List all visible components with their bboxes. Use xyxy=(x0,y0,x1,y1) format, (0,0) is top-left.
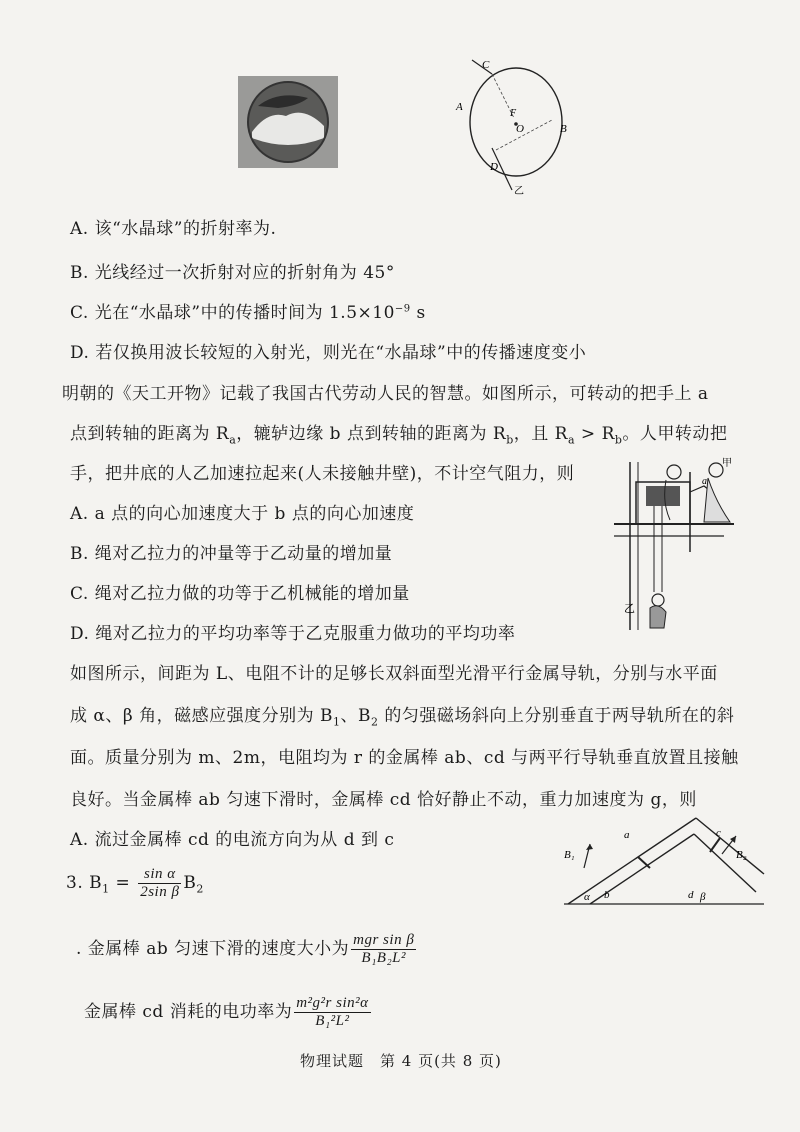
label-a-rod: a xyxy=(624,829,630,841)
option-a: A. 该“水晶球”的折射率为. xyxy=(70,219,277,239)
q10-sub2: 2 xyxy=(371,715,379,729)
q10-option-a: A. 流过金属棒 cd 的电流方向为从 d 到 c xyxy=(70,830,395,850)
label-beta: β xyxy=(700,891,706,903)
q10-option-d-den: B₁²L² xyxy=(315,1013,350,1029)
label-d-rod: d xyxy=(688,889,694,901)
double-incline-diagram xyxy=(560,812,766,908)
q10-option-b-sub2: 2 xyxy=(196,882,204,896)
label-handle-a: a xyxy=(702,476,707,487)
option-d: D. 若仅换用波长较短的入射光，则光在“水晶球”中的传播速度变小 xyxy=(70,343,587,363)
q10-option-b-suffix: B xyxy=(183,873,197,893)
q10-option-c-fraction xyxy=(351,932,416,967)
q10-stem-line2 xyxy=(70,701,734,728)
label-o: O xyxy=(516,123,524,135)
label-alpha: α xyxy=(584,891,590,903)
q10-option-b-prefix: 3. B xyxy=(66,873,103,893)
q10-option-d-prefix: 金属棒 cd 消耗的电功率为 xyxy=(84,1002,293,1022)
q10-option-c-den: B₁B₂L² xyxy=(361,950,407,966)
q9-stem-line1: 明朝的《天工开物》记载了我国古代劳动人民的智慧。如图所示，可转动的把手上 a xyxy=(62,384,709,404)
option-c-text: C. 光在“水晶球”中的传播时间为 1.5×10 xyxy=(70,303,395,323)
q10-stem-seg3: 的匀强磁场斜向上分别垂直于两导轨所在的斜 xyxy=(378,706,735,726)
q10-stem-line3: 面。质量分别为 m、2m，电阻均为 r 的金属棒 ab、cd 与两平行导轨垂直放置且接触 xyxy=(70,748,739,768)
crystal-ball-photo xyxy=(238,76,338,168)
label-f: F xyxy=(510,108,517,119)
q9-stem-seg1: 点到转轴的距离为 R xyxy=(70,424,230,444)
q9-stem-line3: 手，把井底的人乙加速拉起来(人未接触井壁)，不计空气阻力，则 xyxy=(70,464,575,484)
q10-option-b-den: 2sin β xyxy=(140,884,180,900)
q10-sub1: 1 xyxy=(333,715,341,729)
q9-sub-a1: a xyxy=(229,433,237,447)
q10-option-d xyxy=(84,995,373,1030)
label-jia: 甲 xyxy=(722,458,732,469)
q10-option-b xyxy=(66,866,204,901)
q9-option-d: D. 绳对乙拉力的平均功率等于乙克服重力做功的平均功率 xyxy=(70,624,516,644)
q10-stem-line1: 如图所示，间距为 L、电阻不计的足够长双斜面型光滑平行金属导轨，分别与水平面 xyxy=(70,664,718,684)
well-windlass-figure xyxy=(604,452,754,632)
label-a: A xyxy=(456,101,463,113)
q9-stem-seg4: > R xyxy=(575,424,615,444)
option-b: B. 光线经过一次折射对应的折射角为 45° xyxy=(70,263,395,283)
q10-stem-seg2: 、B xyxy=(340,706,372,726)
option-c xyxy=(70,298,426,323)
q9-option-c: C. 绳对乙拉力做的功等于乙机械能的增加量 xyxy=(70,584,410,604)
q10-option-d-fraction xyxy=(294,995,370,1030)
label-b-rod: b xyxy=(604,889,610,901)
q10-option-c-num: mgr sin β xyxy=(353,932,415,948)
label-b1: B₁ xyxy=(564,849,575,861)
q10-stem-line4: 良好。当金属棒 ab 匀速下滑时，金属棒 cd 恰好静止不动，重力加速度为 g，则 xyxy=(70,790,697,810)
label-b: B xyxy=(560,123,567,135)
q9-stem-seg2: ，辘轳边缘 b 点到转轴的距离为 R xyxy=(236,424,507,444)
label-c: C xyxy=(482,59,490,71)
refraction-diagram xyxy=(452,52,582,202)
q9-option-a: A. a 点的向心加速度大于 b 点的向心加速度 xyxy=(70,504,415,524)
q10-stem-seg1: 成 α、β 角，磁感应强度分别为 B xyxy=(70,706,334,726)
page-footer: 物理试题 第 4 页(共 8 页) xyxy=(300,1052,502,1070)
q10-option-b-fraction xyxy=(138,866,181,901)
label-d: D xyxy=(490,161,498,173)
q9-stem-seg5: 。人甲转动把 xyxy=(622,424,728,444)
option-c-exponent: −9 xyxy=(394,303,411,315)
label-yi: 乙 xyxy=(514,186,524,197)
q9-stem-seg3: ，且 R xyxy=(513,424,568,444)
label-b2: B₂ xyxy=(736,849,747,861)
q10-option-b-num: sin α xyxy=(138,866,181,884)
q9-sub-a2: a xyxy=(567,433,576,447)
q10-option-c xyxy=(76,932,418,967)
option-c-unit: s xyxy=(410,303,426,323)
q10-option-b-eq: = xyxy=(109,873,137,893)
q9-sub-b1: b xyxy=(506,433,514,447)
label-yi-person: 乙 xyxy=(624,602,635,615)
q9-option-b: B. 绳对乙拉力的冲量等于乙动量的增加量 xyxy=(70,544,393,564)
q10-option-b-sub1: 1 xyxy=(102,882,110,896)
q10-option-d-num: m²g²r sin²α xyxy=(296,995,369,1011)
q10-option-c-prefix: . 金属棒 ab 匀速下滑的速度大小为 xyxy=(76,939,350,959)
q9-sub-b2: b xyxy=(614,433,623,447)
label-c-rod: c xyxy=(716,827,721,839)
q9-stem-line2 xyxy=(70,419,727,446)
